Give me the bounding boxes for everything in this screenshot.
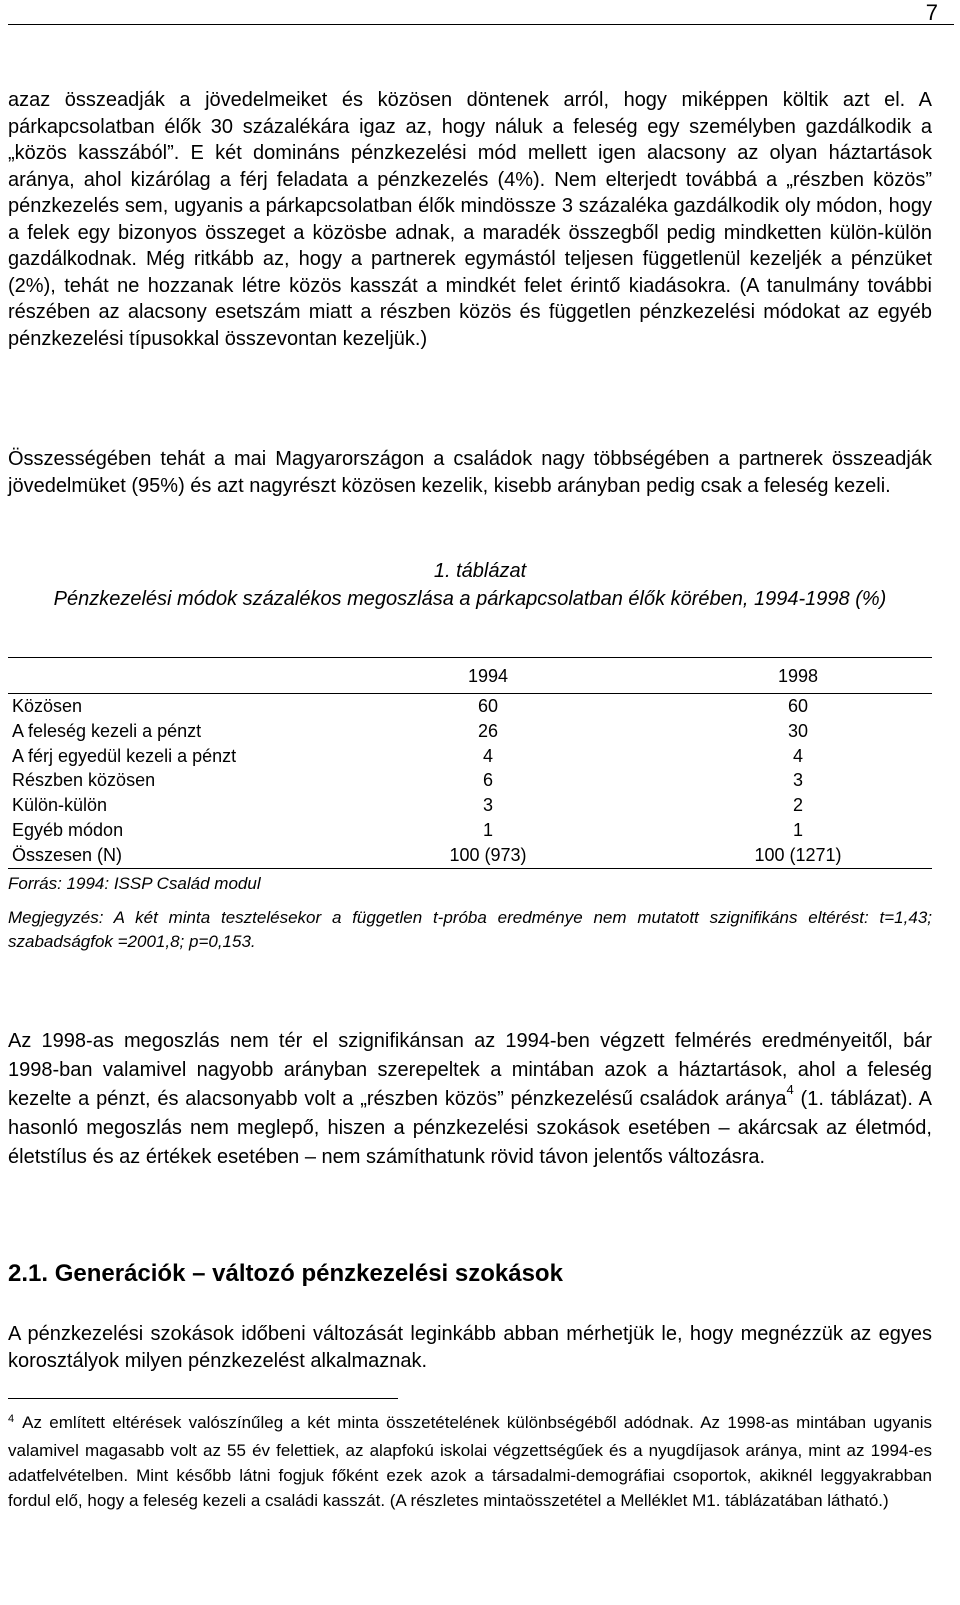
table-title: Pénzkezelési módok százalékos megoszlása a párkapcsolatban élők körében, 1994-1998 (%) bbox=[53, 588, 887, 610]
cell-1998: 100 (1271) bbox=[754, 844, 842, 865]
footnote-text: Az említett eltérések valószínűleg a két minta összetételének különbségéből adódnak. Az 1998-as mintában ugyanis valamivel magasabb volt az 55 év felettiek, az alapfokú iskolai végzettségűek és a nyugdíjasok aránya, mint az 1994-es adatfelvételben. Mint később látni fogjuk főként ezek azok a társadalmi-demográfiai csoportok, akiknél leggyakrabban fordul elő, hogy a feleség kezeli a családi kasszát. (A részletes mintaösszetétel a Melléklet M1. táblázatában látható.) bbox=[8, 1413, 932, 1510]
footnote-reference[interactable]: 4 bbox=[786, 1082, 794, 1098]
cell-1998: 60 bbox=[787, 696, 809, 716]
cell-1998: 4 bbox=[792, 745, 803, 766]
row-label: Összesen (N) bbox=[12, 844, 123, 865]
body-paragraph-4: A pénzkezelési szokások időbeni változását leginkább abban mérhetjük le, hogy megnézzük az egyes korosztályok milyen pénzkezelést alkalmaznak. bbox=[8, 1323, 932, 1372]
footnote bbox=[8, 1410, 932, 1513]
cell-1998: 1 bbox=[792, 819, 803, 840]
table-number: 1. táblázat bbox=[433, 560, 527, 582]
body-paragraph-1: azaz összeadják a jövedelmeiket és közösen döntenek arról, hogy miképpen költik azt el. A párkapcsolatban élők 30 százalékára igaz az, hogy náluk a feleség egy személyben gazdálkodik a „közös kasszából”. E két domináns pénzkezelési mód mellett igen alacsony az olyan háztartások aránya, ahol kizárólag a férj feladata a pénzkezelés (4%). Nem elterjedt továbbá a „részben közös” pénzkezelés sem, ugyanis a párkapcsolatban élők mindössze 3 százaléka gazdálkodik oly módon, hogy a felek egy bizonyos összeget a közösbe adnak, a maradék összegből pedig mindketten külön-külön gazdálkodnak. Még ritkább az, hogy a partnerek egymástól teljesen függetlenül kezeljék a pénzüket (2%), tehát ne hozzanak létre közös kasszát a mindkét felet érintő kiadásokra. (A tanulmány további részében az alacsony esetszám miatt a részben közös és független pénzkezelési módokat az egyéb pénzkezelési típusokkal összevontan kezeljük.) bbox=[8, 89, 932, 350]
table-note: Megjegyzés: A két minta tesztelésekor a független t-próba eredménye nem mutatott szignifikáns eltérést: t=1,43; szabadságfok =2001,8; p=0,153. bbox=[8, 908, 932, 951]
table-row bbox=[8, 768, 932, 793]
cell-1998: 3 bbox=[792, 770, 803, 791]
paragraph-3-text-cont: (1. táblázat). A hasonló megoszlás nem meglepő, hiszen a pénzkezelési szokások esetében – akárcsak az életmód, életstílus és az értékek esetében – nem számíthatunk rövid távon jelentős változásra. bbox=[8, 1088, 932, 1168]
table-source: Forrás: 1994: ISSP Család modul bbox=[8, 874, 261, 893]
page-number: 7 bbox=[925, 0, 938, 25]
row-label: A feleség kezeli a pénzt bbox=[12, 720, 202, 741]
cell-1994: 100 (973) bbox=[449, 844, 527, 865]
row-label: Közösen bbox=[12, 696, 83, 716]
table-header-1998: 1998 bbox=[777, 666, 819, 686]
cell-1994: 4 bbox=[482, 745, 493, 766]
data-table bbox=[8, 657, 932, 869]
row-label: A férj egyedül kezeli a pénzt bbox=[12, 745, 237, 766]
cell-1998: 30 bbox=[787, 720, 809, 741]
cell-1994: 26 bbox=[477, 720, 499, 741]
header-rule bbox=[8, 24, 954, 25]
cell-1998: 2 bbox=[792, 795, 803, 816]
table-row bbox=[8, 744, 932, 769]
table-row bbox=[8, 793, 932, 818]
row-label: Külön-külön bbox=[12, 795, 108, 816]
cell-1994: 1 bbox=[482, 819, 493, 840]
cell-1994: 3 bbox=[482, 795, 493, 816]
body-paragraph-3 bbox=[8, 1027, 932, 1172]
table-row bbox=[8, 719, 932, 744]
row-label: Részben közösen bbox=[12, 770, 156, 791]
table-row bbox=[8, 818, 932, 843]
footnote-separator bbox=[8, 1398, 398, 1399]
section-heading: 2.1. Generációk – változó pénzkezelési szokások bbox=[8, 1260, 563, 1287]
table-header-row bbox=[8, 660, 932, 694]
table-row-total bbox=[8, 843, 932, 868]
paragraph-3-text: Az 1998-as megoszlás nem tér el szignifikánsan az 1994-ben végzett felmérés eredményeitől, bár 1998-ban valamivel nagyobb arányban szerepeltek a mintában azok a háztartások, ahol a feleség kezelte a pénzt, és alacsonyabb volt a „részben közös” pénzkezelésű családok aránya bbox=[8, 1030, 932, 1110]
table-row bbox=[8, 694, 932, 719]
table-header-1994: 1994 bbox=[467, 666, 509, 686]
footnote-mark: 4 bbox=[8, 1413, 15, 1425]
body-paragraph-2: Összességében tehát a mai Magyarországon a családok nagy többségében a partnerek összeadják jövedelmüket (95%) és azt nagyrészt közösen kezelik, kisebb arányban pedig csak a feleség kezeli. bbox=[8, 448, 932, 497]
cell-1994: 6 bbox=[482, 770, 493, 791]
cell-1994: 60 bbox=[477, 696, 499, 716]
row-label: Egyéb módon bbox=[12, 819, 124, 840]
